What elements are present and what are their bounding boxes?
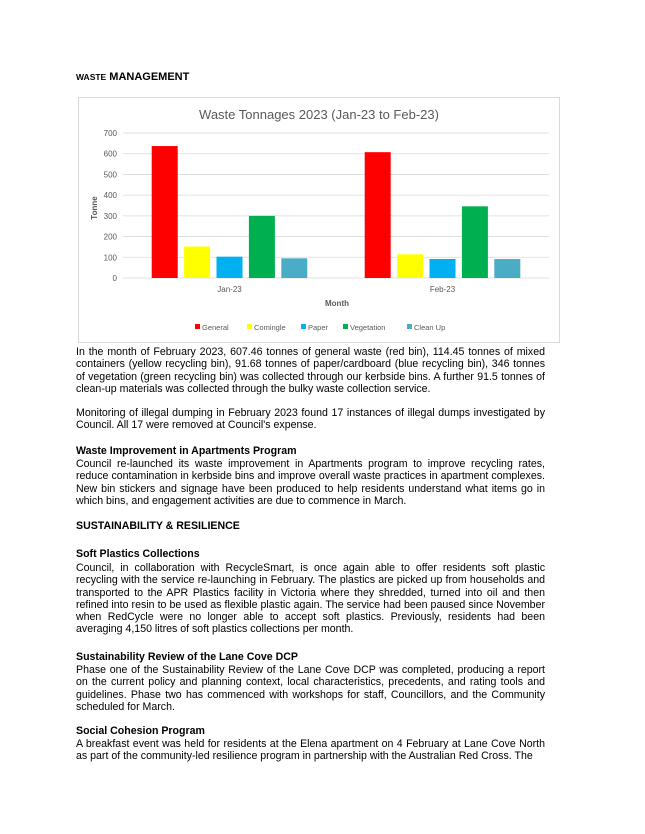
y-axis-label: Tonne [90,196,99,220]
bars [152,146,521,278]
subheading-soft-plastics: Soft Plastics Collections [76,548,200,560]
legend-swatch [343,324,348,329]
legend-label: General [202,323,229,332]
subheading-social-cohesion: Social Cohesion Program [76,725,205,737]
bar-comingle [184,247,210,278]
section-heading: WASTE MANAGEMENT [76,71,190,83]
legend-label: Vegetation [350,323,386,332]
bar-general [365,152,391,278]
y-tick-label: 500 [103,170,117,180]
y-tick-label: 300 [103,211,117,221]
bar-comingle [397,254,423,278]
paragraph-social-cohesion: A breakfast event was held for residents at the Elena apartment on 4 February at Lane Cove North as part of the community-led resilience program in partnership with the Australian Red Cross. The [76,738,545,763]
legend-label: Comingle [254,323,286,332]
bar-paper [430,259,456,278]
y-tick-label: 400 [103,191,117,201]
bar-paper [217,257,243,278]
x-tick-label: Jan-23 [217,285,242,294]
bar-clean-up [281,258,307,278]
x-axis-label: Month [325,299,349,308]
x-axis-ticks [217,285,455,294]
waste-tonnage-chart [78,97,560,343]
y-axis-ticks [104,129,118,283]
paragraph-apartments: Council re-launched its waste improvement in Apartments program to improve recycling rates, reduce contamination in kerbside bins and improve overall waste practices in apartment complexes. New bin stickers and signage have been produced to help residents understand what items go in which bins, and engagement activities are due to commence in March. [76,458,545,507]
section-heading-sustainability: SUSTAINABILITY & RESILIENCE [76,520,240,532]
y-tick-label: 700 [103,129,117,138]
legend-swatch [195,324,200,329]
chart-svg [79,98,559,342]
legend-swatch [301,324,306,329]
y-tick-label: 200 [103,232,117,242]
legend [195,323,445,332]
paragraph-dcp-review: Phase one of the Sustainability Review of the Lane Cove DCP was completed, producing a report on the current policy and planning context, local characteristics, precedents, and rating tools and guidelines. Phase two has commenced with workshops for staff, Councillors, and the Community scheduled for March. [76,664,545,713]
subheading-apartments: Waste Improvement in Apartments Program [76,445,297,457]
chart-title: Waste Tonnages 2023 (Jan-23 to Feb-23) [199,107,439,122]
y-tick-label: 600 [103,149,117,159]
legend-label: Clean Up [414,323,446,332]
x-tick-label: Feb-23 [429,285,456,294]
bar-vegetation [249,216,275,278]
subheading-dcp-review: Sustainability Review of the Lane Cove DCP [76,651,298,663]
y-tick-label: 100 [103,253,117,263]
paragraph-tonnages: In the month of February 2023, 607.46 tonnes of general waste (red bin), 114.45 tonnes of mixed containers (yellow recycling bin), 91.68 tonnes of paper/cardboard (blue recycling bin), 346 tonnes of vegetation (green recycling bin) was collected through our kerbside bins. A further 91.5 tonnes of clean-up materials was collected through the bulky waste collection service. [76,346,545,395]
paragraph-soft-plastics: Council, in collaboration with RecycleSmart, is once again able to offer residents soft plastic recycling with the service re-launching in February. The plastics are picked up from households and transported to the APR Plastics facility in Victoria where they shredded, turned into oil and then refined into resin to be used as flexible plastic again. The service had been paused since November when RedCycle were no longer able to accept soft plastics. Previously, residents had been averaging 4,150 litres of soft plastics collections per month. [76,562,545,636]
y-tick-label: 0 [112,274,117,283]
bar-general [152,146,178,278]
legend-swatch [247,324,252,329]
bar-clean-up [494,259,520,278]
bar-vegetation [462,206,488,278]
paragraph-illegal-dumping: Monitoring of illegal dumping in February 2023 found 17 instances of illegal dumps investigated by Council. All 17 were removed at Council's expense. [76,407,545,432]
legend-swatch [407,324,412,329]
legend-label: Paper [308,323,329,332]
